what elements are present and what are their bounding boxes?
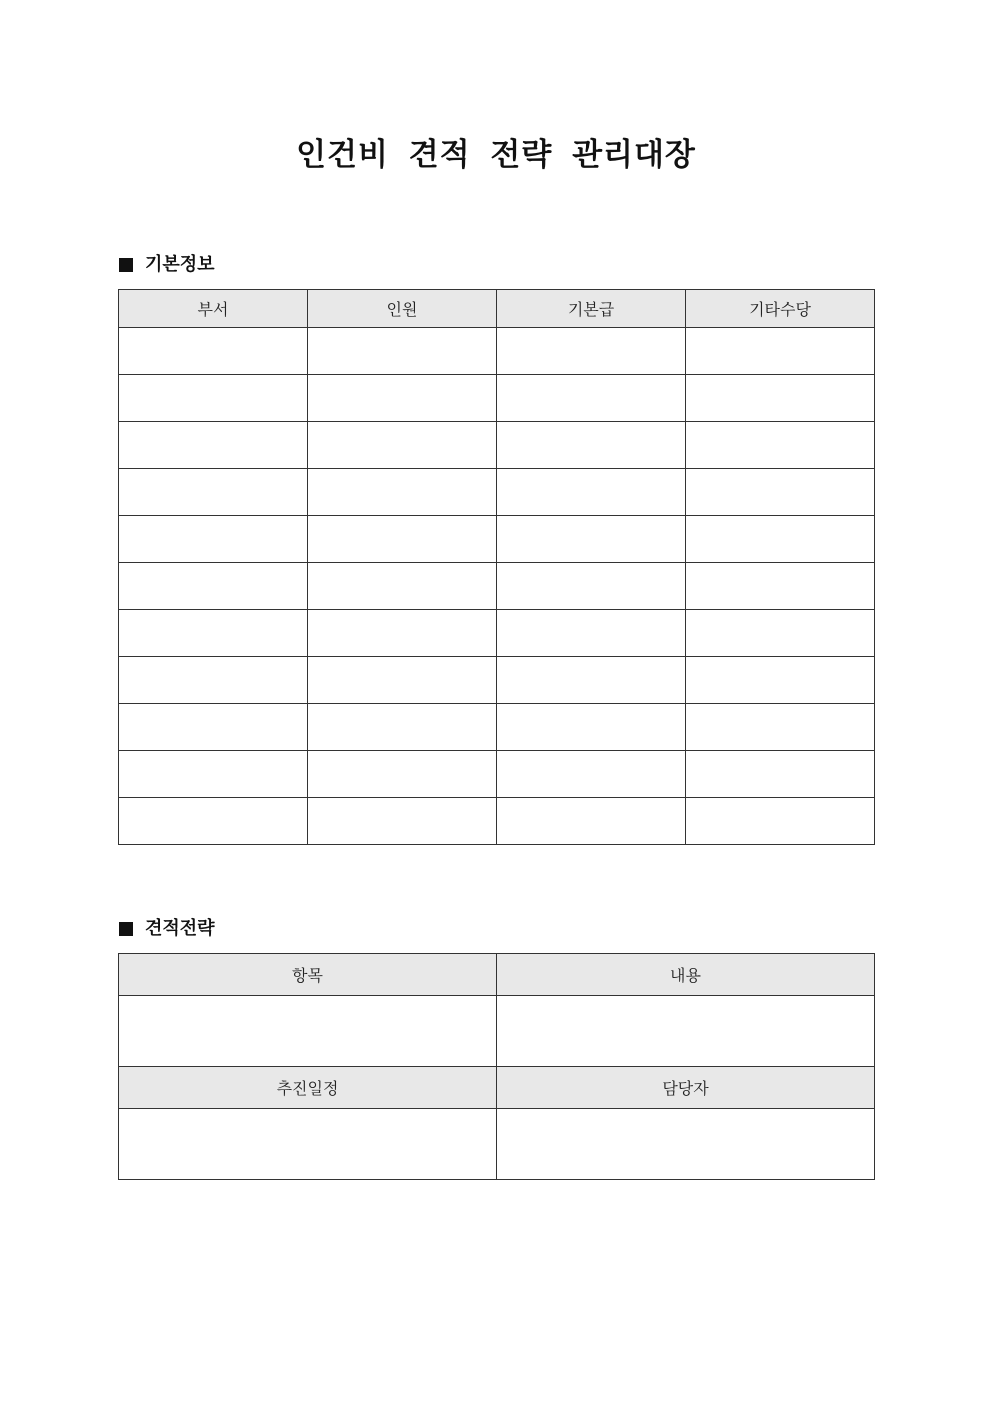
cell-content[interactable] (497, 996, 875, 1067)
cell-headcount[interactable] (308, 657, 497, 704)
cell-department[interactable] (119, 469, 308, 516)
column-header-base-salary: 기본급 (497, 290, 686, 328)
cell-department[interactable] (119, 328, 308, 375)
cell-department[interactable] (119, 657, 308, 704)
cell-department[interactable] (119, 422, 308, 469)
header-person-in-charge: 담당자 (497, 1067, 875, 1109)
cell-base-salary[interactable] (497, 375, 686, 422)
cell-headcount[interactable] (308, 563, 497, 610)
cell-base-salary[interactable] (497, 610, 686, 657)
table-row (119, 1109, 875, 1180)
cell-department[interactable] (119, 704, 308, 751)
table-row (119, 563, 875, 610)
cell-other-allowance[interactable] (686, 610, 875, 657)
cell-base-salary[interactable] (497, 704, 686, 751)
table-row (119, 328, 875, 375)
cell-department[interactable] (119, 516, 308, 563)
cell-department[interactable] (119, 610, 308, 657)
cell-schedule[interactable] (119, 1109, 497, 1180)
header-schedule: 추진일정 (119, 1067, 497, 1109)
cell-other-allowance[interactable] (686, 563, 875, 610)
cell-person-in-charge[interactable] (497, 1109, 875, 1180)
section-heading-label: 기본정보 (145, 254, 215, 275)
table-row (119, 704, 875, 751)
cell-headcount[interactable] (308, 328, 497, 375)
section-heading-basic (119, 253, 215, 277)
table-row (119, 657, 875, 704)
square-bullet-icon (119, 258, 133, 272)
table-row (119, 610, 875, 657)
cell-base-salary[interactable] (497, 328, 686, 375)
square-bullet-icon (119, 922, 133, 936)
table-header-row (119, 290, 875, 328)
cell-other-allowance[interactable] (686, 657, 875, 704)
cell-other-allowance[interactable] (686, 751, 875, 798)
cell-headcount[interactable] (308, 422, 497, 469)
cell-department[interactable] (119, 798, 308, 845)
table-row (119, 422, 875, 469)
header-item: 항목 (119, 954, 497, 996)
estimate-strategy-table (118, 953, 875, 1180)
table-row (119, 469, 875, 516)
cell-department[interactable] (119, 375, 308, 422)
cell-base-salary[interactable] (497, 751, 686, 798)
table-row (119, 375, 875, 422)
cell-other-allowance[interactable] (686, 516, 875, 563)
section-heading-strategy (119, 917, 215, 941)
column-header-headcount: 인원 (308, 290, 497, 328)
cell-base-salary[interactable] (497, 422, 686, 469)
cell-other-allowance[interactable] (686, 375, 875, 422)
column-header-department: 부서 (119, 290, 308, 328)
table-header-row (119, 1067, 875, 1109)
cell-department[interactable] (119, 751, 308, 798)
cell-headcount[interactable] (308, 375, 497, 422)
header-content: 내용 (497, 954, 875, 996)
cell-base-salary[interactable] (497, 469, 686, 516)
cell-other-allowance[interactable] (686, 469, 875, 516)
table-header-row (119, 954, 875, 996)
cell-base-salary[interactable] (497, 516, 686, 563)
cell-headcount[interactable] (308, 751, 497, 798)
basic-info-table-body (119, 328, 875, 845)
cell-other-allowance[interactable] (686, 704, 875, 751)
page-title: 인건비 견적 전략 관리대장 (296, 137, 696, 173)
cell-item[interactable] (119, 996, 497, 1067)
cell-headcount[interactable] (308, 469, 497, 516)
cell-other-allowance[interactable] (686, 798, 875, 845)
section-heading-label: 견적전략 (145, 918, 215, 939)
table-row (119, 751, 875, 798)
cell-other-allowance[interactable] (686, 328, 875, 375)
basic-info-table (118, 289, 875, 845)
cell-headcount[interactable] (308, 516, 497, 563)
cell-headcount[interactable] (308, 610, 497, 657)
cell-headcount[interactable] (308, 798, 497, 845)
cell-base-salary[interactable] (497, 563, 686, 610)
table-row (119, 516, 875, 563)
column-header-other-allowance: 기타수당 (686, 290, 875, 328)
cell-other-allowance[interactable] (686, 422, 875, 469)
table-row (119, 996, 875, 1067)
cell-base-salary[interactable] (497, 657, 686, 704)
cell-base-salary[interactable] (497, 798, 686, 845)
cell-department[interactable] (119, 563, 308, 610)
table-row (119, 798, 875, 845)
cell-headcount[interactable] (308, 704, 497, 751)
